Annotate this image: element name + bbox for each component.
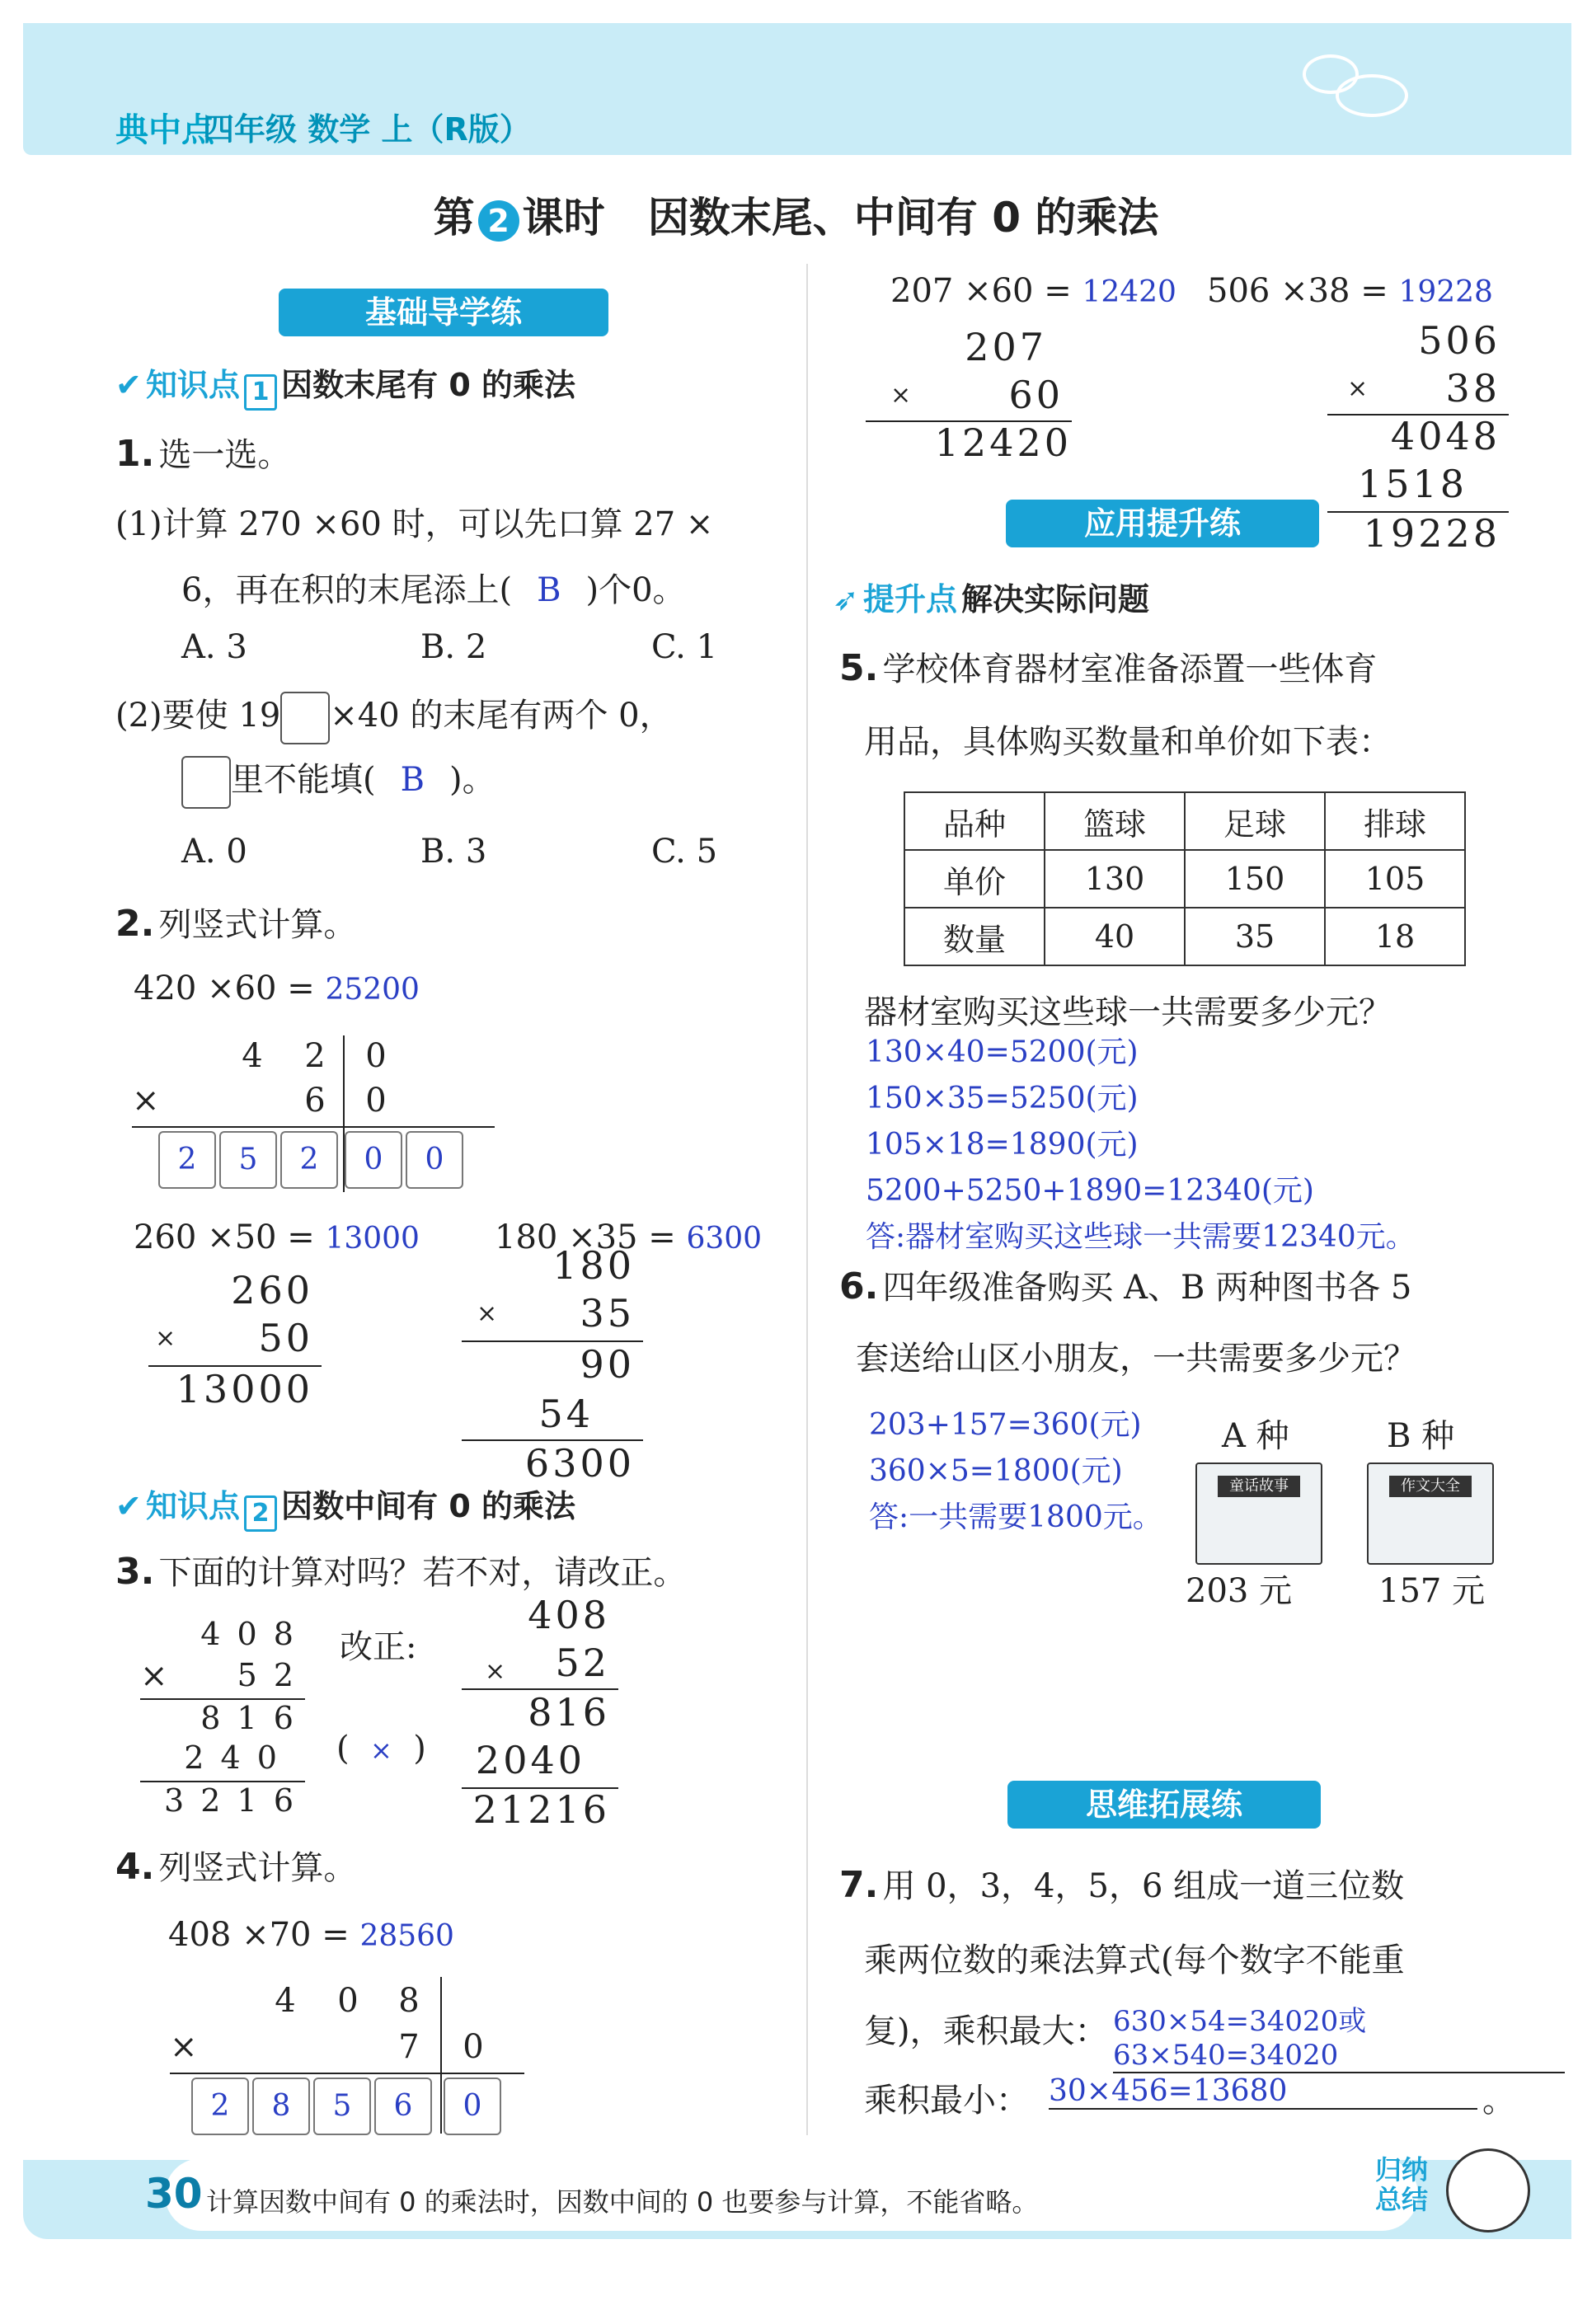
q2-title: 列竖式计算。 <box>158 906 357 944</box>
q2-e1 <box>134 970 420 1007</box>
q2-e1-top-digit: 2 <box>304 1037 326 1075</box>
kp1-num: 1 <box>244 374 277 411</box>
table-cell: 150 <box>1185 850 1325 908</box>
q4-e1-expr: 408 ×70 = <box>168 1916 350 1954</box>
q1-p2-line2b: )。 <box>449 761 495 799</box>
q6-line2: 套送给山区小朋友，一共需要多少元？ <box>856 1340 1416 1378</box>
q2 <box>115 899 791 1492</box>
q4-mid-digit: 0 <box>463 2028 484 2066</box>
table-cell: 130 <box>1045 850 1185 908</box>
q2-e2-mid: 50 <box>258 1316 313 1360</box>
book-a-title: 童话故事 <box>1218 1476 1300 1497</box>
knowledge-point-2 <box>115 1481 575 1532</box>
zero-divider <box>440 1977 442 2134</box>
table-cell: 105 <box>1325 850 1465 908</box>
q7-line4: 乘积最小： <box>864 2082 1029 2120</box>
q1-p2-option-c: C. 5 <box>651 833 718 871</box>
q4-top-digit: 8 <box>398 1982 420 2020</box>
q5-question: 器材室购买这些球一共需要多少元？ <box>864 993 1392 1031</box>
digit-blank-box <box>181 756 231 809</box>
q2-e3-partial1: 90 <box>580 1342 635 1387</box>
rt-e2-partial1: 4048 <box>1390 414 1500 458</box>
q2-e1-rule <box>132 1126 495 1128</box>
q3-fix-label: 改正: <box>340 1628 417 1666</box>
kp1-text: 因数末尾有 0 的乘法 <box>281 367 576 403</box>
multiply-sign: × <box>170 2028 198 2066</box>
table-row <box>904 850 1465 908</box>
kp2-label: 知识点 <box>145 1488 240 1524</box>
table-cell: 单价 <box>904 850 1045 908</box>
q2-e2-top: 260 <box>231 1268 313 1312</box>
q6-a-price: 203 元 <box>1186 1572 1293 1610</box>
rt-e2-mid: 38 <box>1445 366 1500 411</box>
mascot-icon <box>1446 2148 1530 2232</box>
multiply-sign: × <box>140 1657 168 1695</box>
table-row <box>904 792 1465 850</box>
q5 <box>839 643 1548 1253</box>
rt-e2-top: 506 <box>1418 318 1500 363</box>
q3-right-partial2: 2040 <box>475 1738 585 1782</box>
q2-e3-mid: 35 <box>580 1291 635 1336</box>
q1-p1-line2b: )个0。 <box>585 571 686 609</box>
lesson-number: 2 <box>478 200 519 242</box>
cloud-decoration-icon <box>1336 74 1408 117</box>
answer-cell: 0 <box>406 1131 463 1189</box>
q5-answer-line: 105×18=1890(元) <box>866 1128 1139 1162</box>
q4 <box>115 1842 791 2139</box>
q1-p1-option-b: B. 2 <box>420 628 487 666</box>
q2-num: 2. <box>115 903 155 945</box>
q1-p2-option-b: B. 3 <box>420 833 487 871</box>
table-cell: 数量 <box>904 908 1045 965</box>
q2-e1-top-digit: 4 <box>242 1037 263 1075</box>
q7-end: 。 <box>1482 2082 1515 2120</box>
q3-judgement: ( × ) <box>336 1730 426 1768</box>
q3-wrong-result: 3 2 1 6 <box>164 1782 297 1819</box>
title-prefix: 第 <box>433 194 475 242</box>
rocket-icon: ➶ <box>833 581 859 617</box>
q6-answer-line: 360×5=1800(元) <box>869 1454 1123 1488</box>
rt-e1-answer: 12420 <box>1082 275 1176 309</box>
q1-p2-line1b: ×40 的末尾有两个 0， <box>330 697 673 735</box>
q3-wrong-top: 4 0 8 <box>200 1616 297 1652</box>
rt-e2-result: 19228 <box>1363 511 1500 556</box>
table-header-cell: 排球 <box>1325 792 1465 850</box>
table-row <box>904 908 1465 965</box>
q2-e3-answer: 6300 <box>686 1222 763 1256</box>
answer-cell: 5 <box>219 1131 277 1189</box>
kp1-label: 知识点 <box>145 367 240 403</box>
rt-e1-mid: 60 <box>1008 373 1064 417</box>
tsd-label: 提升点 <box>862 581 957 617</box>
rt-e2 <box>1207 272 1493 310</box>
q5-answer-line: 150×35=5250(元) <box>866 1082 1139 1115</box>
q7-min-answer: 30×456=13680 <box>1049 2074 1477 2110</box>
q5-line2: 用品，具体购买数量和单价如下表： <box>864 723 1392 761</box>
banner-basic: 基础导学练 <box>279 289 608 336</box>
q5-answer-line: 5200+5250+1890=12340(元) <box>866 1174 1314 1208</box>
q5-answer-line: 答:器材室购买这些球一共需要12340元。 <box>866 1220 1416 1254</box>
q3-right-partial1: 816 <box>528 1690 610 1735</box>
multiply-sign: × <box>477 1299 498 1328</box>
answer-cell: 2 <box>158 1131 216 1189</box>
q3-right-top: 408 <box>528 1593 610 1637</box>
brand-logo: 典中点 <box>115 111 214 149</box>
q5-answer-line: 130×40=5200(元) <box>866 1035 1139 1069</box>
multiply-sign: × <box>890 381 912 410</box>
q4-rule <box>170 2073 524 2074</box>
digit-blank-box <box>280 692 330 744</box>
q1-p2-line2a: 里不能填( <box>231 761 376 799</box>
book-b-icon <box>1367 1462 1494 1565</box>
kp2-num: 2 <box>244 1495 277 1532</box>
banner-think: 思维拓展练 <box>1007 1781 1321 1829</box>
book-b-title: 作文大全 <box>1389 1476 1472 1497</box>
q1-p2-line1 <box>115 689 673 744</box>
q1-p1-line1: (1)计算 270 ×60 时，可以先口算 27 × <box>115 505 714 543</box>
table-cell: 18 <box>1325 908 1465 965</box>
table-header-cell: 足球 <box>1185 792 1325 850</box>
q7-line2: 乘两位数的乘法算式(每个数字不能重 <box>864 1941 1405 1979</box>
improve-point <box>833 574 1149 619</box>
book-a-icon <box>1195 1462 1322 1565</box>
q3-right-mid: 52 <box>555 1641 610 1685</box>
q2-e3-top: 180 <box>552 1243 635 1288</box>
q1-title: 选一选。 <box>158 436 291 474</box>
q4-num: 4. <box>115 1846 155 1888</box>
answer-cell: 8 <box>252 2078 310 2135</box>
answer-cell: 0 <box>345 1131 402 1189</box>
q2-e1-top-digit: 0 <box>365 1037 387 1075</box>
q6-num: 6. <box>839 1265 879 1308</box>
q1-p2-option-a: A. 0 <box>181 833 247 871</box>
page-title <box>0 185 1592 244</box>
rt-e1 <box>890 272 1176 310</box>
q1-p1-line2 <box>181 564 686 611</box>
check-icon: ✔ <box>115 1488 142 1524</box>
q1-p2-answer: B <box>400 761 425 799</box>
q5-line1: 学校体育器材室准备添置一些体育 <box>882 650 1378 688</box>
q2-e2-result: 13000 <box>176 1367 313 1411</box>
table-header-cell: 篮球 <box>1045 792 1185 850</box>
q3-title: 下面的计算对吗？若不对，请改正。 <box>158 1554 687 1592</box>
table-header-cell: 品种 <box>904 792 1045 850</box>
rt-e2-expr: 506 ×38 = <box>1207 272 1388 310</box>
q6-b-price: 157 元 <box>1378 1572 1486 1610</box>
multiply-sign: × <box>1347 374 1369 403</box>
q3-right-result: 21216 <box>472 1787 610 1832</box>
footer-tip: 计算因数中间有 0 的乘法时，因数中间的 0 也要参与计算，不能省略。 <box>206 2186 1039 2218</box>
q3-mark: × <box>370 1735 392 1766</box>
q6-b-label: B 种 <box>1387 1417 1455 1455</box>
answer-cell: 0 <box>444 2078 501 2135</box>
q1-p1-option-c: C. 1 <box>651 628 718 666</box>
rt-e2-answer: 19228 <box>1398 275 1493 309</box>
kp2-text: 因数中间有 0 的乘法 <box>281 1488 576 1524</box>
page-number: 30 <box>145 2170 203 2218</box>
q4-top-digit: 0 <box>337 1982 359 2020</box>
q2-e2 <box>134 1218 420 1256</box>
q6 <box>839 1261 1548 1624</box>
knowledge-point-1 <box>115 359 575 411</box>
answer-cell: 2 <box>191 2078 249 2135</box>
q6-a-label: A 种 <box>1222 1417 1289 1455</box>
q2-e1-mid-digit: 0 <box>365 1082 387 1120</box>
answer-cell: 6 <box>374 2078 432 2135</box>
multiply-sign: × <box>155 1324 176 1353</box>
q1-num: 1. <box>115 433 155 475</box>
q3-num: 3. <box>115 1551 155 1593</box>
book-grade: 四年级 数学 上（R版） <box>203 111 531 148</box>
q1-p1-option-a: A. 3 <box>181 628 247 666</box>
tsd-text: 解决实际问题 <box>961 581 1150 617</box>
summary-badge: 归纳总结 <box>1374 2154 1428 2215</box>
q7-line1: 用 0，3，4，5，6 组成一道三位数 <box>882 1867 1405 1905</box>
q2-e2-expr: 260 ×50 = <box>134 1218 315 1256</box>
multiply-sign: × <box>485 1657 506 1686</box>
title-main: 因数末尾、中间有 0 的乘法 <box>647 194 1159 242</box>
banner-apply: 应用提升练 <box>1006 500 1319 547</box>
q2-e3-partial2: 54 <box>538 1392 594 1436</box>
q2-e1-mid-digit: 6 <box>304 1082 326 1120</box>
q1-p2-line2 <box>181 754 495 809</box>
q4-mid-digit: 7 <box>398 2028 420 2066</box>
column-divider <box>806 264 808 2135</box>
q7 <box>839 1860 1565 2140</box>
q4-top-digit: 4 <box>275 1982 296 2020</box>
q1-p1-line2a: 6，再在积的末尾添上( <box>181 571 513 609</box>
q6-answer-line: 答:一共需要1800元。 <box>869 1500 1162 1534</box>
q2-e2-answer: 13000 <box>325 1222 420 1256</box>
title-suffix: 课时 <box>522 194 605 242</box>
multiply-sign: × <box>132 1082 160 1120</box>
rt-e1-top: 207 <box>965 325 1047 369</box>
q1-p1-answer: B <box>537 571 561 609</box>
rt-e1-result: 12420 <box>934 420 1072 465</box>
rt-e2-partial2: 1518 <box>1357 462 1468 506</box>
answer-cell: 2 <box>280 1131 338 1189</box>
table-cell: 35 <box>1185 908 1325 965</box>
table-cell: 40 <box>1045 908 1185 965</box>
q7-max-answer: 630×54=34020或63×540=34020 <box>1113 1998 1565 2073</box>
q3-wrong-partial1: 8 1 6 <box>200 1700 297 1736</box>
q4-title: 列竖式计算。 <box>158 1849 357 1887</box>
answer-cell: 5 <box>313 2078 371 2135</box>
q3 <box>115 1547 791 1843</box>
q2-e3-result: 6300 <box>524 1441 635 1486</box>
q4-e1-answer: 28560 <box>359 1919 454 1953</box>
price-table <box>904 791 1466 966</box>
q7-line3: 复)，乘积最大： <box>864 2012 1108 2050</box>
q5-num: 5. <box>839 647 879 689</box>
q4-e1 <box>168 1916 454 1954</box>
q1-p2-line1a: (2)要使 19 <box>115 697 281 735</box>
q3-wrong-mid: 5 2 <box>237 1657 297 1693</box>
q2-e1-expr: 420 ×60 = <box>134 970 315 1007</box>
q3-wrong-partial2: 2 4 0 <box>184 1739 280 1776</box>
q7-num: 7. <box>839 1864 879 1906</box>
q2-e1-answer: 25200 <box>325 973 420 1007</box>
check-icon: ✔ <box>115 367 142 403</box>
q6-line1: 四年级准备购买 A、B 两种图书各 5 <box>882 1269 1412 1307</box>
q2-e3-expr: 180 ×35 = <box>495 1218 676 1256</box>
rt-e1-expr: 207 ×60 = <box>890 272 1072 310</box>
q6-answer-line: 203+157=360(元) <box>869 1408 1142 1442</box>
